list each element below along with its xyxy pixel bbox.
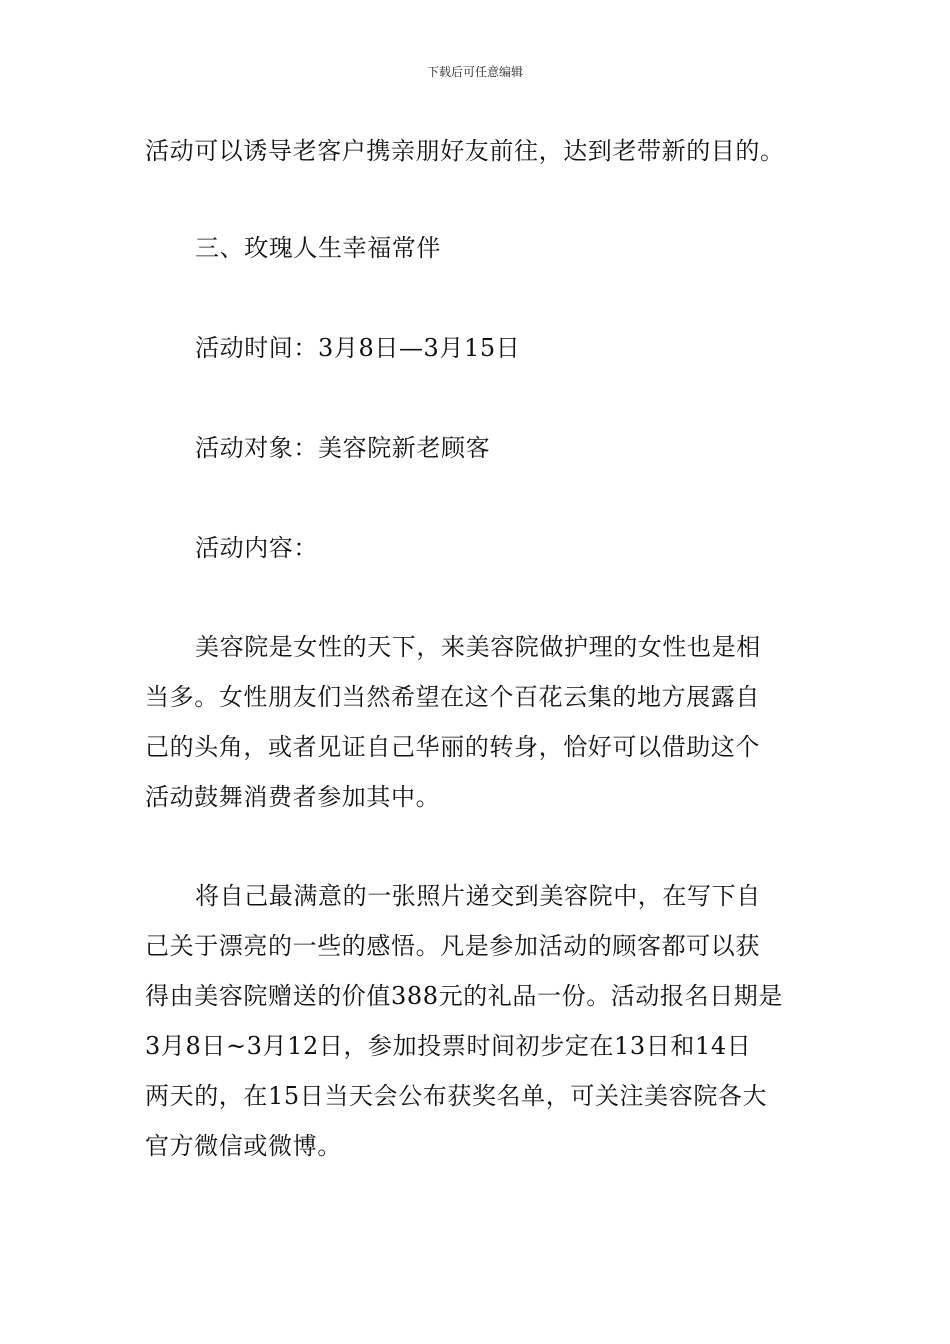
paragraph-line: 当多。女性朋友们当然希望在这个百花云集的地方展露自 bbox=[145, 683, 760, 711]
section-heading: 三、玫瑰人生幸福常伴 bbox=[195, 234, 441, 262]
paragraph-line: 将自己最满意的一张照片递交到美容院中，在写下自 bbox=[195, 882, 761, 910]
paragraph-line: 3月8日~3月12日，参加投票时间初步定在13日和14日 bbox=[145, 1032, 752, 1060]
paragraph-line: 活动可以诱导老客户携亲朋好友前往，达到老带新的目的。 bbox=[145, 137, 785, 165]
activity-time: 活动时间：3月8日—3月15日 bbox=[195, 334, 521, 362]
paragraph-line: 两天的，在15日当天会公布获奖名单，可关注美容院各大 bbox=[145, 1082, 768, 1110]
activity-audience: 活动对象：美容院新老顾客 bbox=[195, 434, 491, 462]
paragraph-line: 活动鼓舞消费者参加其中。 bbox=[145, 783, 441, 811]
paragraph-line: 得由美容院赠送的价值388元的礼品一份。活动报名日期是 bbox=[145, 982, 784, 1010]
paragraph-line: 己的头角，或者见证自己华丽的转身，恰好可以借助这个 bbox=[145, 733, 760, 761]
page-header: 下载后可任意编辑 bbox=[426, 65, 523, 79]
paragraph-line: 己关于漂亮的一些的感悟。凡是参加活动的顾客都可以获 bbox=[145, 932, 760, 960]
activity-content-label: 活动内容： bbox=[195, 534, 318, 562]
paragraph-line: 美容院是女性的天下，来美容院做护理的女性也是相 bbox=[195, 633, 761, 661]
paragraph-line: 官方微信或微博。 bbox=[145, 1132, 342, 1160]
